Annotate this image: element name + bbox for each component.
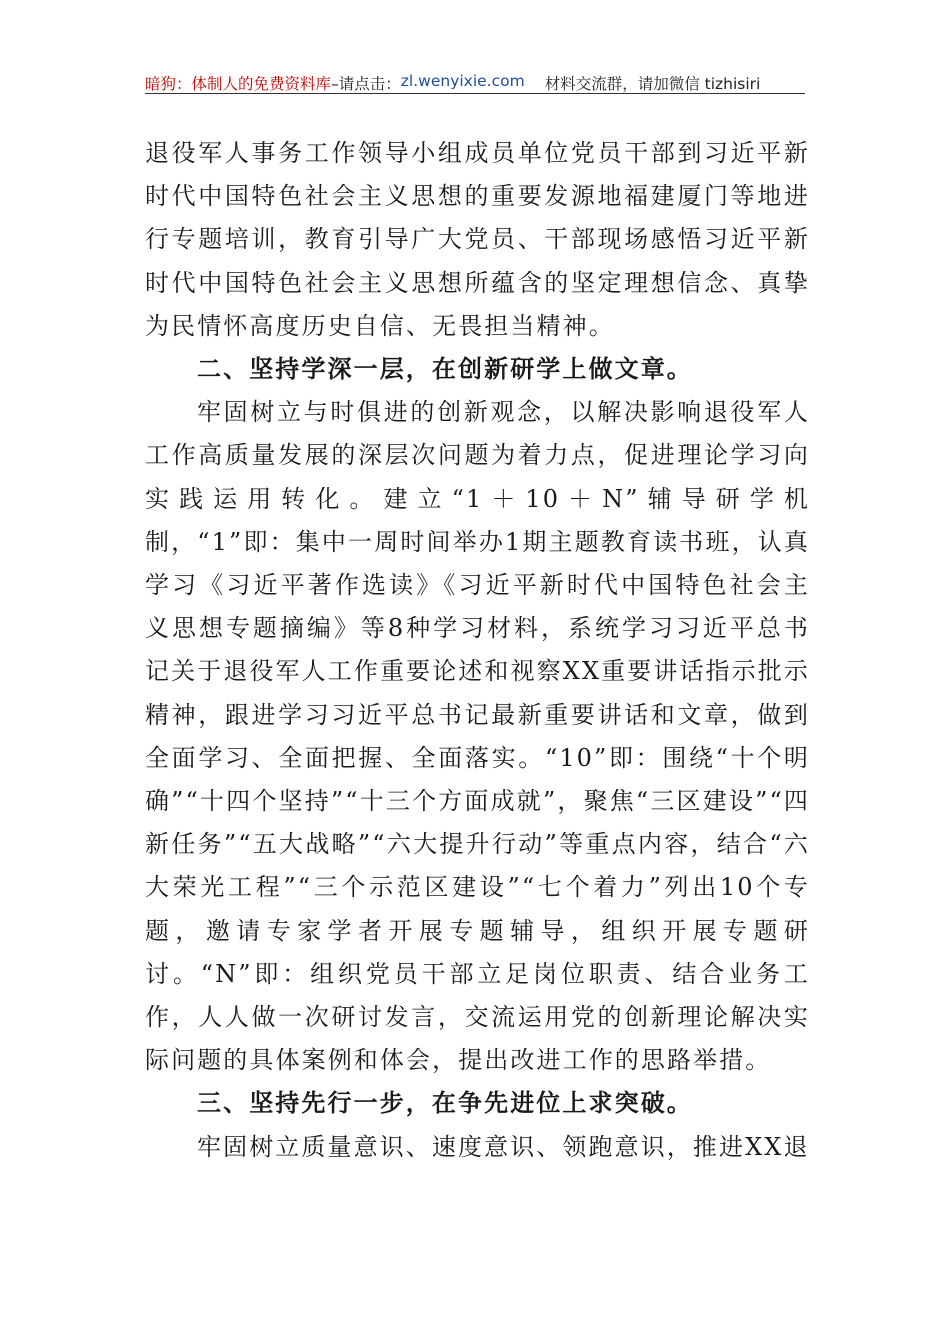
document-body — [145, 132, 810, 1169]
section-heading-2: 二、坚持学深一层，在创新研学上做文章。 — [197, 355, 693, 384]
paragraph-1: 退役军人事务工作领导小组成员单位党员干部到习近平新时代中国特色社会主义思想的重要发源地福建厦门等地进行专题培训，教育引导广大党员、干部现场感悟习近平新时代中国特色社会主义思想所蕴含的坚定理想信念、真挚为民情怀高度历史自信、无畏担当精神。 — [145, 139, 810, 340]
header-brand: 暗狗：体制人的免费资料库 — [145, 75, 332, 93]
header-prompt: –请点击： — [331, 75, 401, 93]
header-url-link[interactable]: zl.wenyixie.com — [400, 72, 525, 90]
paragraph-2: 牢固树立与时俱进的创新观念，以解决影响退役军人工作高质量发展的深层次问题为着力点，促进理论学习向实践运用转化。建立“1＋10＋N”辅导研学机制，“1”即：集中一周时间举办1期主题教育读书班，认真学习《习近平著作选读》《习近平新时代中国特色社会主义思想专题摘编》等8种学习材料，系统学习习近平总书记关于退役军人工作重要论述和视察XX重要讲话指示批示精神，跟进学习习近平总书记最新重要讲话和文章，做到全面学习、全面把握、全面落实。“10”即：围绕“十个明确”“十四个坚持”“十三个方面成就”，聚焦“三区建设”“四新任务”“五大战略”“六大提升行动”等重点内容，结合“六大荣光工程”“三个示范区建设”“七个着力”列出10个专题，邀请专家学者开展专题辅导，组织开展专题研讨。“N”即：组织党员干部立足岗位职责、结合业务工作，人人做一次研讨发言，交流运用党的创新理论解决实际问题的具体案例和体会，提出改进工作的思路举措。 — [145, 398, 810, 1075]
section-heading-3: 三、坚持先行一步，在争先进位上求突破。 — [197, 1089, 693, 1118]
paragraph-3: 牢固树立质量意识、速度意识、领跑意识，推进XX退 — [197, 1132, 810, 1161]
header-note: 材料交流群，请加微信 tizhisiri — [544, 75, 761, 93]
page-header — [145, 62, 805, 94]
